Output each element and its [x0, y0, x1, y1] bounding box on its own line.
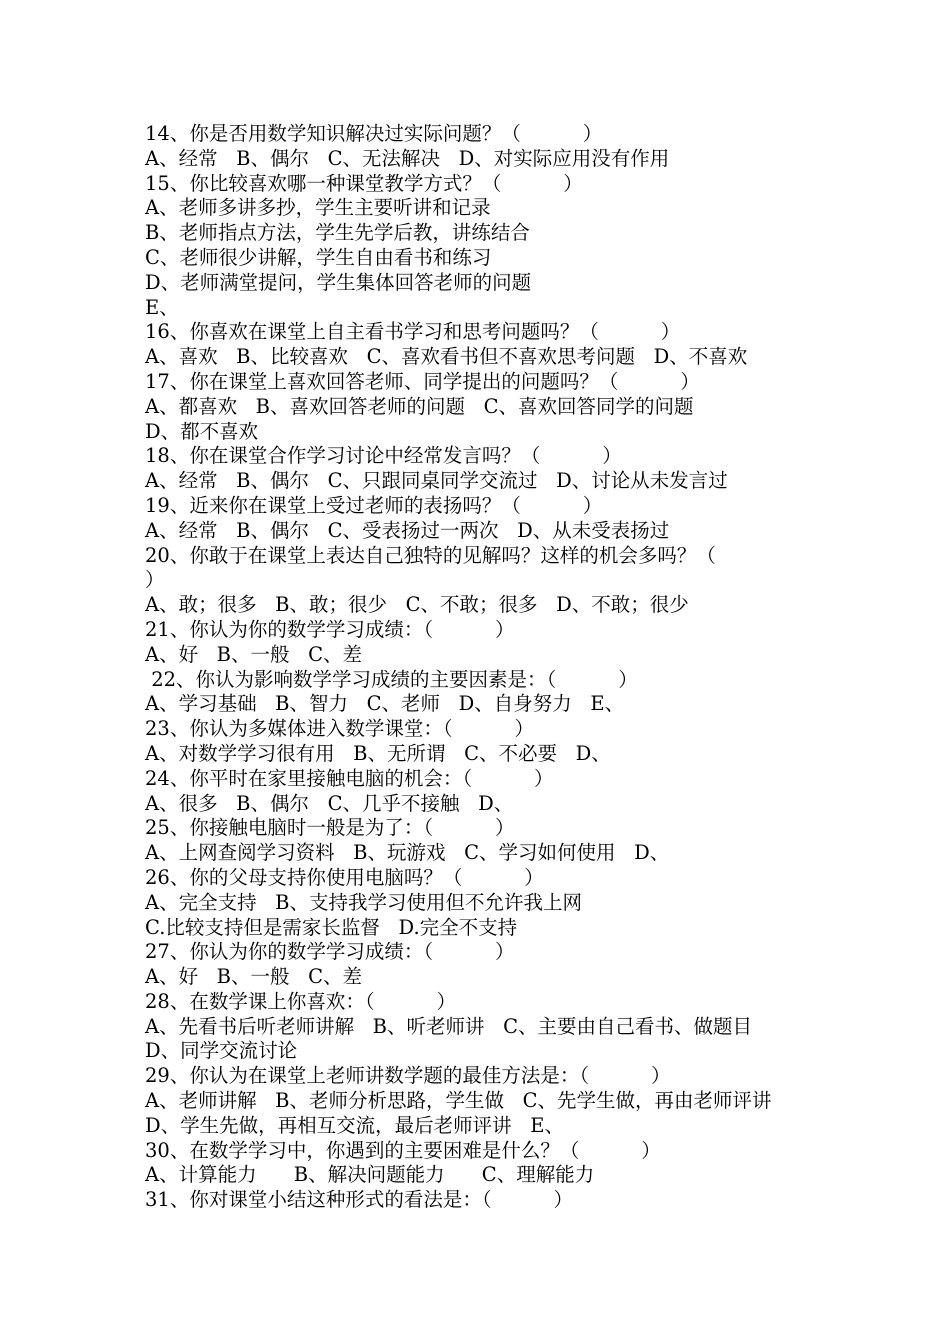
text-line: 17、你在课堂上喜欢回答老师、同学提出的问题吗？（ ） [145, 369, 700, 393]
text-line: 19、近来你在课堂上受过老师的表扬吗？（ ） [145, 493, 603, 517]
text-line: D、学生先做，再相互交流，最后老师评讲 E、 [145, 1113, 564, 1137]
text-line: 27、你认为你的数学学习成绩：（ ） [145, 940, 515, 964]
text-line: A、老师多讲多抄，学生主要听讲和记录 [145, 196, 491, 220]
text-line: 30、在数学学习中，你遇到的主要困难是什么？（ ） [145, 1138, 661, 1162]
text-line: 24、你平时在家里接触电脑的机会：（ ） [145, 766, 554, 790]
text-line: 15、你比较喜欢哪一种课堂教学方式？（ ） [145, 171, 583, 195]
text-line: 29、你认为在课堂上老师讲数学题的最佳方法是：（ ） [145, 1064, 671, 1088]
text-line: D、同学交流讨论 [145, 1039, 298, 1063]
text-line: C、老师很少讲解，学生自由看书和练习 [145, 245, 492, 269]
text-line: A、好 B、一般 C、差 [145, 965, 363, 989]
text-line: A、先看书后听老师讲解 B、听老师讲 C、主要由自己看书、做题目 [145, 1014, 753, 1038]
text-line: 25、你接触电脑时一般是为了：（ ） [145, 816, 515, 840]
text-line: 28、在数学课上你喜欢：（ ） [145, 989, 457, 1013]
text-line: 14、你是否用数学知识解决过实际问题？（ ） [145, 122, 603, 145]
text-line: A、喜欢 B、比较喜欢 C、喜欢看书但不喜欢思考问题 D、不喜欢 [145, 345, 748, 369]
text-line: A、上网查阅学习资料 B、玩游戏 C、学习如何使用 D、 [145, 841, 670, 865]
text-line: A、经常 B、偶尔 C、无法解决 D、对实际应用没有作用 [145, 146, 670, 170]
text-line: A、完全支持 B、支持我学习使用但不允许我上网 [145, 890, 583, 914]
text-line: 22、你认为影响数学学习成绩的主要因素是：（ ） [145, 667, 638, 691]
text-line: D、老师满堂提问，学生集体回答老师的问题 [145, 270, 532, 294]
text-line: 18、你在课堂合作学习讨论中经常发言吗？（ ） [145, 444, 622, 468]
text-line: A、经常 B、偶尔 C、受表扬过一两次 D、从未受表扬过 [145, 518, 670, 542]
text-line: 21、你认为你的数学学习成绩：（ ） [145, 617, 515, 641]
text-line: A、对数学学习很有用 B、无所谓 C、不必要 D、 [145, 741, 611, 765]
text-line: A、计算能力 B、解决问题能力 C、理解能力 [145, 1163, 595, 1187]
text-line: 31、你对课堂小结这种形式的看法是：（ ） [145, 1188, 574, 1212]
text-line: D、都不喜欢 [145, 419, 259, 443]
text-line: 26、你的父母支持你使用电脑吗？（ ） [145, 865, 544, 889]
text-line: A、好 B、一般 C、差 [145, 642, 363, 666]
text-line: A、经常 B、偶尔 C、只跟同桌同学交流过 D、讨论从未发言过 [145, 469, 728, 493]
text-line: ） [145, 568, 165, 592]
text-line: E、 [145, 295, 179, 319]
text-line: A、很多 B、偶尔 C、几乎不接触 D、 [145, 791, 514, 815]
text-line: A、都喜欢 B、喜欢回答老师的问题 C、喜欢回答同学的问题 [145, 394, 694, 418]
text-line: 20、你敢于在课堂上表达自己独特的见解吗？这样的机会多吗？（ [145, 543, 716, 567]
text-line: B、老师指点方法，学生先学后教，讲练结合 [145, 221, 530, 245]
text-line: C.比较支持但是需家长监督 D.完全不支持 [145, 915, 518, 939]
document-page [145, 122, 845, 1213]
text-line: A、老师讲解 B、老师分析思路，学生做 C、先学生做，再由老师评讲 [145, 1089, 772, 1113]
text-line: 23、你认为多媒体进入数学课堂：（ ） [145, 717, 535, 741]
text-line: A、学习基础 B、智力 C、老师 D、自身努力 E、 [145, 692, 625, 716]
text-line: A、敢；很多 B、敢；很少 C、不敢；很多 D、不敢；很少 [145, 593, 689, 617]
text-line: 16、你喜欢在课堂上自主看书学习和思考问题吗？（ ） [145, 320, 681, 344]
